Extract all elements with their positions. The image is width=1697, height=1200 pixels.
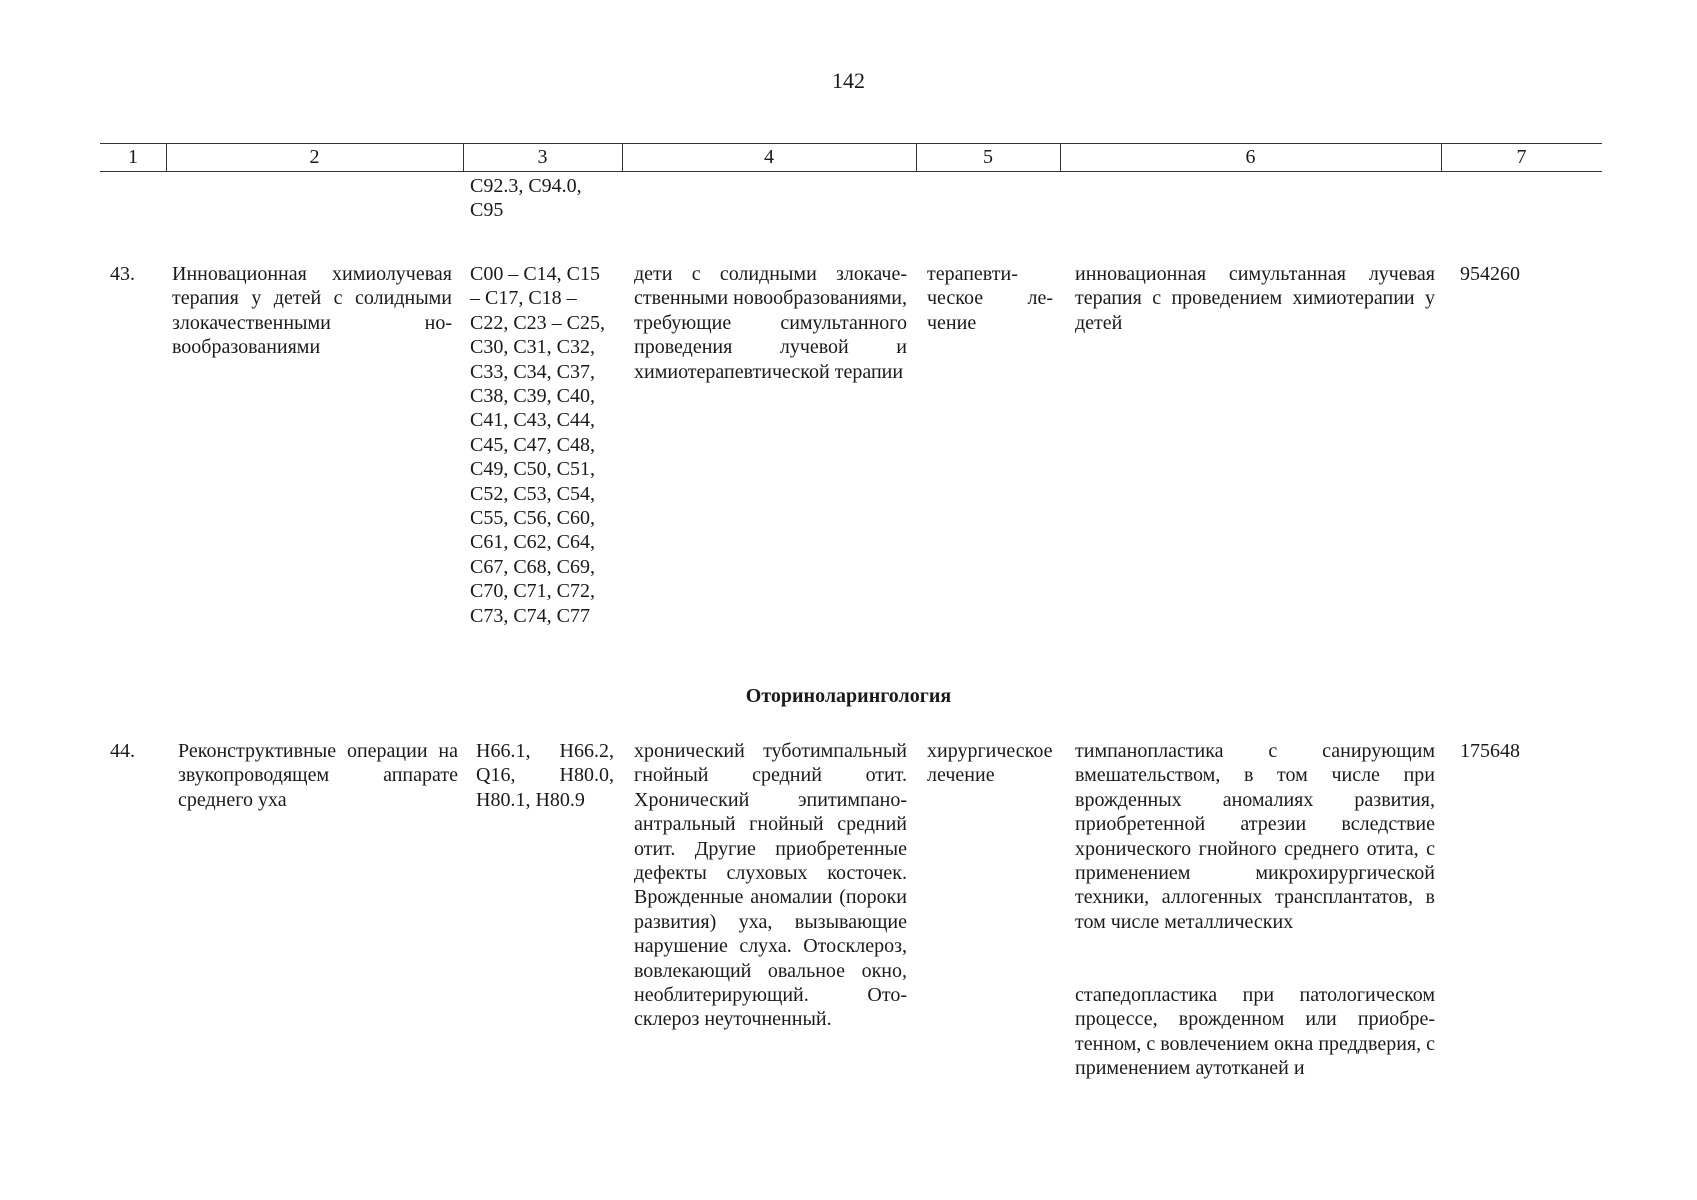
- patient-model: дети с солидными злокачественными новообразованиями, требующие симультанного проведения лучевой и химиотерапевтической терапии: [634, 263, 907, 383]
- header-divider: [166, 143, 167, 171]
- cost-value: 175648: [1460, 740, 1520, 762]
- treatment-method: тимпанопластика с санирующим вмешательством, в том числе при врожденных аномалиях развития, приобретенной атрезии вследствие хронического гнойного среднего отита, с применением микрохирургической техники, аллогенных трансплантатов, в том числе металлических: [1075, 740, 1435, 933]
- header-col-7: 7: [1516, 146, 1527, 168]
- header-divider: [1441, 143, 1442, 171]
- treatment-method: инновационная симультанная лучевая терапия с проведением химиотерапии у детей: [1075, 263, 1435, 334]
- header-col-2: 2: [309, 146, 320, 168]
- row-number: 43.: [110, 263, 135, 285]
- procedure-name: Реконструктивные операции на звукопроводящем аппарате среднего уха: [178, 740, 458, 811]
- row-number: 44.: [110, 740, 135, 762]
- table-header-row: [100, 143, 1602, 172]
- header-divider: [463, 143, 464, 171]
- header-col-6: 6: [1245, 146, 1256, 168]
- diagnosis-codes: H66.1, H66.2, Q16, H80.0, H80.1, H80.9: [476, 740, 614, 811]
- header-col-4: 4: [764, 146, 774, 168]
- header-divider: [916, 143, 917, 171]
- page-number: 142: [832, 68, 865, 93]
- header-col-3: 3: [537, 146, 548, 168]
- cost-value: 954260: [1460, 263, 1520, 285]
- treatment-type: терапевтическое лечение: [927, 263, 1053, 334]
- header-divider: [1060, 143, 1061, 171]
- patient-model: хронический туботимпальный гнойный средний отит. Хронический эпитимпаноантральный гнойный средний отит. Другие приобретенные дефекты слуховых косточек. Врожденные аномалии (пороки развития) уха, вызывающие нарушение слуха. Отосклероз, вовлекающий овальное окно, необлитерирующий. Отосклероз неуточненный.: [634, 740, 907, 1031]
- header-divider: [622, 143, 623, 171]
- procedure-name: Инновационная химиолучевая терапия у детей с солидными злокачественными новообразованиями: [172, 263, 452, 359]
- diagnosis-codes: C00 – C14, C15 – C17, C18 – C22, C23 – C25, C30, C31, C32, C33, C34, C37, C38, C39, C40, C41, C43, C44, C45, C47, C48, C49, C50, C51, C52, C53, C54, C55, C56, C60, C61, C62, C64, C67, C68, C69, C70, C71, C72, C73, C74, C77: [470, 263, 606, 627]
- section-heading: Оториноларингология: [745, 685, 952, 707]
- header-col-1: 1: [128, 146, 138, 168]
- treatment-method-alt: стапедопластика при патологическом процессе, врожденном или приобретенном, с вовлечением окна преддверия, с применением аутотканей и: [1075, 984, 1435, 1080]
- continued-diagnosis-codes: C92.3, C94.0, C95: [470, 175, 582, 222]
- header-col-5: 5: [983, 146, 993, 168]
- treatment-type: хирургическое лечение: [927, 740, 1053, 787]
